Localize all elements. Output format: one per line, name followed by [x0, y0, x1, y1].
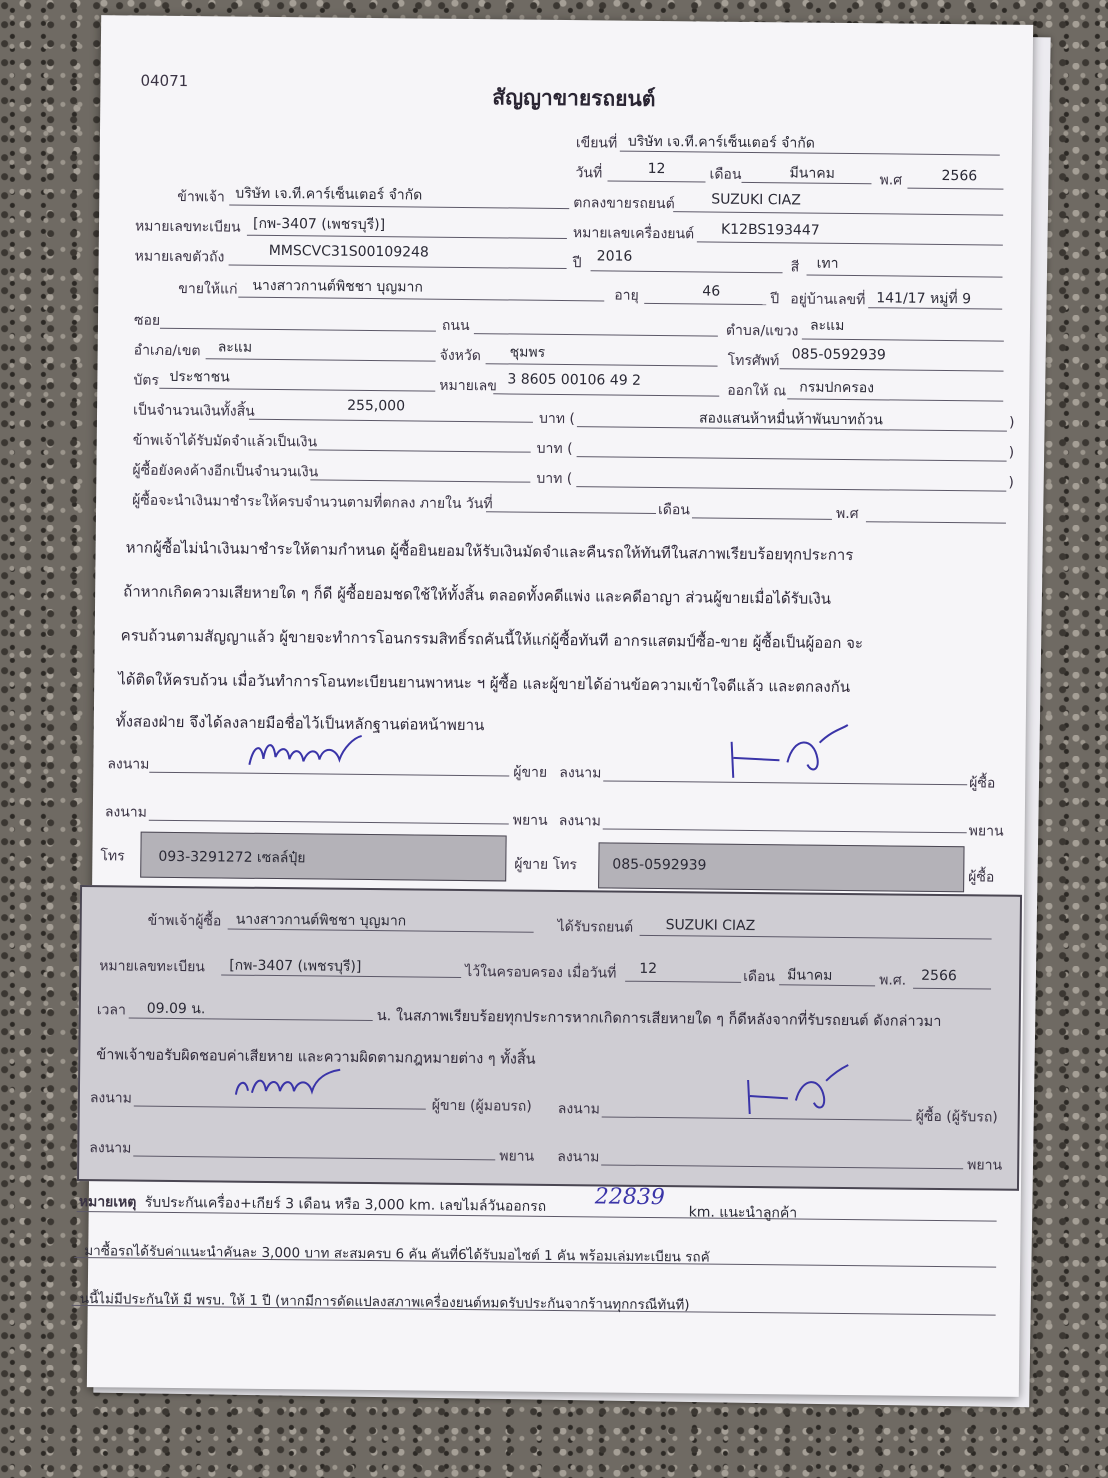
subdistrict-label: ตำบล/แขวง: [725, 322, 799, 340]
issued-value: กรมปกครอง: [799, 379, 875, 397]
deposit-baht: บาท (: [536, 440, 573, 458]
seller-sign-label: ลงนาม: [107, 756, 150, 773]
receipt-buyer-name: นางสาวกานต์พิชชา บุญมาก: [235, 911, 407, 930]
witness1-role: พยาน: [512, 812, 548, 829]
document-number: 04071: [140, 71, 189, 91]
receipt-seller-role: ผู้ขาย (ผู้มอบรถ): [431, 1097, 532, 1115]
remarks-line2: มาซื้อรถได้รับค่าแนะนำคันละ 3,000 บาท สะสมครบ 6 คัน คันที่6ได้รับมอไซต์ 1 คัน พร้อมเล่มทะเบียน รถคั: [84, 1243, 710, 1266]
agree-label: ตกลงขายรถยนต์: [573, 195, 675, 213]
color-value: เทา: [816, 255, 839, 272]
year-label: พ.ศ: [879, 172, 903, 189]
receipt-possession-label: ไว้ในครอบครอง เมื่อวันที่: [465, 964, 617, 982]
district-label: อำเภอ/เขต: [133, 342, 201, 360]
buyer-name: นางสาวกานต์พิชชา บุญมาก: [252, 277, 423, 296]
receipt-witness2-sign-label: ลงนาม: [557, 1148, 600, 1166]
receipt-buyer-label: ข้าพเจ้าผู้ซื้อ: [147, 912, 222, 930]
contact-phone-label: โทร: [100, 848, 125, 865]
buyer-role: ผู้ซื้อ: [969, 775, 996, 792]
receipt-buyer-signature: [740, 1062, 851, 1119]
total-amount: 255,000: [347, 397, 406, 415]
receipt-received-label: ได้รับรถยนต์: [557, 918, 634, 936]
witness2-sign-label: ลงนาม: [558, 812, 601, 830]
total-close: ): [1008, 414, 1015, 431]
date-year: 2566: [941, 167, 978, 185]
receipt-day: 12: [639, 960, 658, 978]
address-label: อยู่บ้านเลขที่: [790, 291, 866, 309]
soi-label: ซอย: [133, 312, 161, 329]
due-label: ผู้ซื้อจะนำเงินมาชำระให้ครบจำนวนตามที่ตกลง ภายใน วันที่: [132, 492, 493, 513]
remarks-mileage: 22839: [594, 1184, 665, 1211]
phone-value: 085-0592939: [791, 346, 886, 364]
due-year-label: พ.ศ: [835, 505, 859, 523]
page-title: สัญญาขายรถยนต์: [492, 85, 656, 111]
seller-name: บริษัท เจ.ที.คาร์เซ็นเตอร์ จำกัด: [235, 185, 423, 204]
terms-line-1: หากผู้ซื้อไม่นำเงินมาชำระให้ตามกำหนด ผู้ซื้อยินยอมให้รับเงินมัดจำและคืนรถให้ทันทีในสภาพเรียบร้อยทุกประการ: [125, 538, 854, 565]
card-value: ประชาชน: [169, 368, 230, 386]
card-label: บัตร: [133, 372, 159, 389]
district-value: ละแม: [217, 339, 253, 356]
remarks-line3: นนี้ไม่มีประกันให้ มี พรบ. ให้ 1 ปี (หากมีการดัดแปลงสภาพเครื่องยนต์หมดรับประกันจากร้านทุกกรณีทันที): [79, 1291, 690, 1314]
terms-line-2: ถ้าหากเกิดความเสียหายใด ๆ ก็ดี ผู้ซื้อยอมชดใช้ให้ทั้งสิ้น ตลอดทั้งคดีแพ่ง และคดีอาญา ส่วนผู้ขายเมื่อได้รับเงิน: [123, 582, 832, 608]
remaining-baht: บาท (: [536, 470, 573, 488]
month-label: เดือน: [709, 166, 742, 183]
seller-car: SUZUKI CIAZ: [711, 191, 801, 209]
receipt-year: 2566: [921, 967, 957, 985]
total-label: เป็นจำนวนเงินทั้งสิ้น: [132, 402, 255, 420]
total-baht: บาท (: [538, 410, 575, 428]
receipt-time: 09.09 น.: [146, 1000, 206, 1018]
road-label: ถนน: [441, 317, 470, 335]
address-value: 141/17 หมู่ที่ 9: [876, 290, 972, 308]
due-month-label: เดือน: [657, 502, 690, 519]
receipt-liability-text: ข้าพเจ้าขอรับผิดชอบค่าเสียหาย และความผิดตามกฎหมายต่าง ๆ ทั้งสิ้น: [96, 1047, 536, 1068]
seller-label: ข้าพเจ้า: [177, 188, 225, 206]
remaining-label: ผู้ซื้อยังคงค้างอีกเป็นจำนวนเงิน: [132, 462, 319, 481]
age-years-label: ปี: [770, 291, 780, 308]
receipt-seller-signature: [230, 1063, 350, 1104]
chassis-value: MMSCVC31S00109248: [268, 242, 429, 261]
vehicle-year-label: ปี: [572, 255, 582, 272]
plate-value: [กพ-3407 (เพชรบุรี)]: [252, 215, 386, 234]
receipt-witness2-role: พยาน: [967, 1157, 1003, 1174]
witness2-role: พยาน: [968, 823, 1004, 840]
plate-label: หมายเลขทะเบียน: [134, 218, 241, 236]
receipt-plate-label: หมายเลขทะเบียน: [99, 958, 205, 976]
terms-line-4: ได้ติดให้ครบถ้วน เมื่อวันทำการโอนทะเบียนยานพาหนะ ฯ ผู้ซื้อ และผู้ขายได้อ่านข้อความเข้าใจดีแล้ว และตกลงกัน: [118, 670, 851, 697]
written-at-value: บริษัท เจ.ที.คาร์เซ็นเตอร์ จำกัด: [627, 133, 815, 152]
province-label: จังหวัด: [439, 347, 481, 365]
remarks-label: หมายเหตุ: [78, 1193, 137, 1211]
receipt-month-label: เดือน: [743, 968, 776, 986]
date-month: มีนาคม: [789, 165, 835, 182]
date-label: วันที่: [575, 165, 603, 182]
engine-value: K12BS193447: [720, 221, 820, 239]
terms-line-5: ทั้งสองฝ่าย จึงได้ลงลายมือชื่อไว้เป็นหลักฐานต่อหน้าพยาน: [115, 712, 485, 735]
buyer-phone-role: ผู้ซื้อ: [968, 869, 995, 886]
remaining-close: ): [1008, 474, 1014, 491]
receipt-car: SUZUKI CIAZ: [665, 917, 756, 935]
seller-phone-value: 093-3291272 เซลล์ปุ๋ย: [158, 848, 306, 867]
receipt-time-label: เวลา: [96, 1002, 126, 1019]
seller-phone-role: ผู้ขาย โทร: [514, 856, 577, 874]
date-day: 12: [647, 160, 666, 178]
receipt-witness1-role: พยาน: [499, 1148, 535, 1165]
phone-label: โทรศัพท์: [727, 352, 780, 370]
buyer-sign-label: ลงนาม: [559, 764, 602, 782]
deposit-close: ): [1008, 444, 1015, 461]
chassis-label: หมายเลขตัวถัง: [134, 248, 225, 266]
total-words: สองแสนห้าหมื่นห้าพันบาทถ้วน: [698, 410, 883, 429]
seller-signature: [243, 729, 373, 774]
receipt-condition-text: น. ในสภาพเรียบร้อยทุกประการหากเกิดการเสียหายใด ๆ ก็ดีหลังจากที่รับรถยนต์ ดังกล่าวมา: [376, 1008, 942, 1031]
seller-role: ผู้ขาย: [513, 764, 548, 781]
receipt-buyer-sign-label: ลงนาม: [557, 1100, 600, 1118]
remarks-line1-b: km. แนะนำลูกค้า: [688, 1204, 798, 1222]
written-at-label: เขียนที่: [575, 135, 618, 152]
card-no-label: หมายเลข: [439, 377, 497, 395]
buyer-signature: [723, 722, 854, 783]
vehicle-year-value: 2016: [596, 248, 633, 265]
contract-sheet: [78, 15, 1033, 1397]
deposit-label: ข้าพเจ้าได้รับมัดจำแล้วเป็นเงิน: [132, 432, 318, 451]
buyer-phone-value: 085-0592939: [612, 856, 707, 874]
receipt-buyer-role: ผู้ซื้อ (ผู้รับรถ): [915, 1108, 998, 1126]
age-label: อายุ: [614, 287, 639, 304]
issued-label: ออกให้ ณ: [727, 382, 787, 400]
engine-label: หมายเลขเครื่องยนต์: [572, 225, 695, 243]
receipt-month: มีนาคม: [787, 967, 833, 984]
receipt-witness1-sign-label: ลงนาม: [89, 1140, 132, 1157]
receipt-year-label: พ.ศ.: [879, 972, 907, 989]
age-value: 46: [702, 283, 721, 300]
card-no-value: 3 8605 00106 49 2: [507, 371, 642, 389]
subdistrict-value: ละแม: [809, 317, 845, 334]
witness1-sign-label: ลงนาม: [104, 804, 148, 821]
sold-to-label: ขายให้แก่: [178, 280, 238, 298]
receipt-seller-sign-label: ลงนาม: [89, 1090, 133, 1107]
remarks-line1-a: รับประกันเครื่อง+เกียร์ 3 เดือน หรือ 3,000 km. เลขไมล์วันออกรถ: [144, 1194, 547, 1215]
terms-line-3: ครบถ้วนตามสัญญาแล้ว ผู้ขายจะทำการโอนกรรมสิทธิ์รถคันนี้ให้แก่ผู้ซื้อทันที อากรแสตมป์ซื้อ-ขาย ผู้ซื้อเป็นผู้ออก จะ: [120, 626, 864, 653]
province-value: ชุมพร: [509, 344, 546, 361]
receipt-plate-value: [กพ-3407 (เพชรบุรี)]: [229, 957, 362, 975]
color-label: สี: [790, 259, 800, 276]
